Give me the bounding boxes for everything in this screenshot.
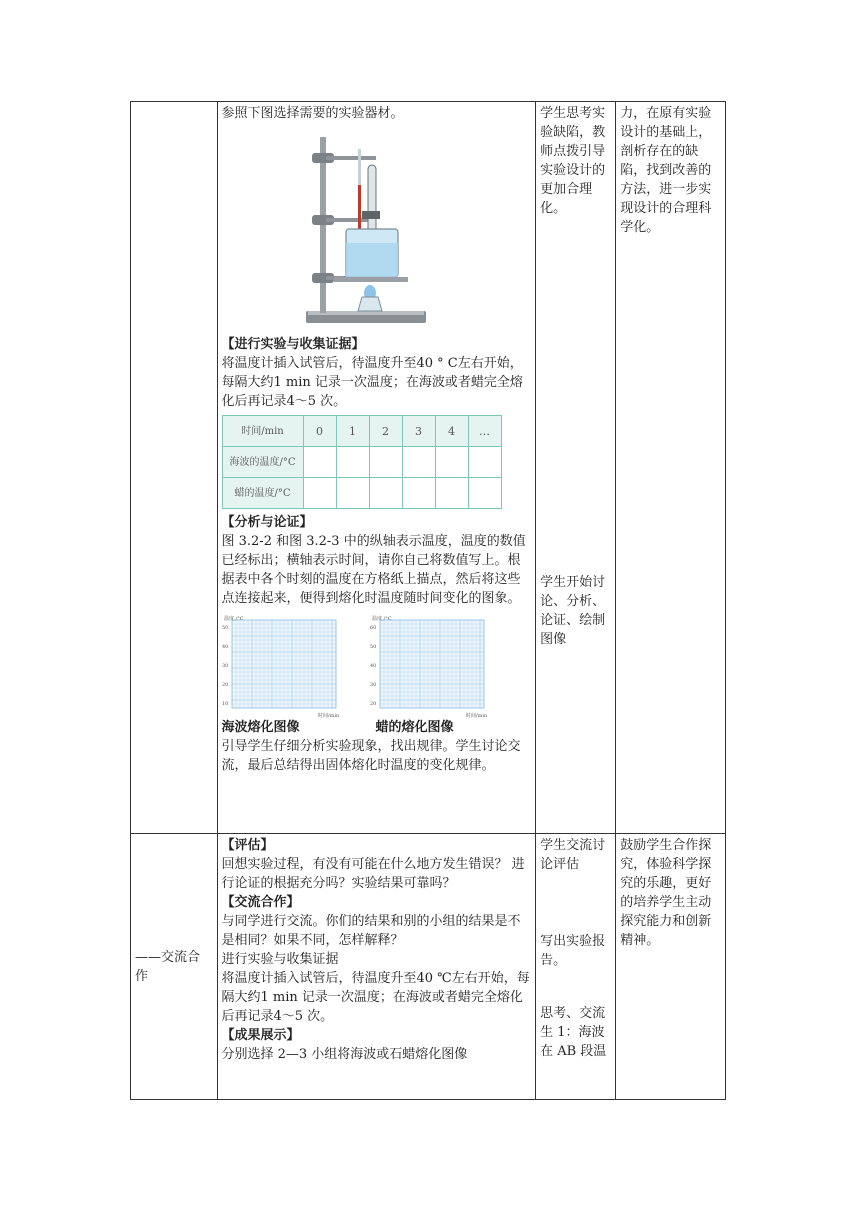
graph-tick: 30 bbox=[369, 682, 376, 688]
stage-cell bbox=[131, 102, 218, 834]
graph-ylabel: 温度 /°C bbox=[371, 616, 392, 622]
table-row bbox=[131, 834, 726, 1100]
table-row bbox=[222, 478, 501, 509]
evaluation-heading: 【评估】 bbox=[221, 838, 274, 853]
stage-cell bbox=[131, 834, 218, 1100]
spacer bbox=[540, 218, 611, 573]
student-activity-b: 学生开始讨论、分析、论证、绘制图像 bbox=[540, 575, 606, 647]
analysis-text: 图 3.2-2 和图 3.2-3 中的纵轴表示温度，温度的数值已经标出；横轴表示时间，请你自己将数值写上。根据表中各个时刻的温度在方格纸上描点，然后将这些点连接起来，便得到熔化时温度随时间变化的图象。 bbox=[221, 534, 526, 606]
temperature-record-table bbox=[222, 415, 502, 509]
graph-captions bbox=[222, 718, 472, 737]
apparatus-illustration bbox=[300, 125, 440, 335]
graph-paper-pair bbox=[222, 614, 532, 718]
graph-tick: 50 bbox=[221, 625, 228, 631]
wax-graph-paper bbox=[370, 614, 490, 718]
hypo-graph-paper bbox=[222, 614, 342, 718]
result-heading: 【成果展示】 bbox=[221, 1028, 300, 1043]
spacer bbox=[540, 970, 611, 1004]
graph-xlabel: 时间/min bbox=[465, 713, 487, 718]
empty-cell bbox=[468, 478, 501, 509]
stage-label: ——交流合作 bbox=[135, 949, 201, 984]
graph-tick: 10 bbox=[221, 701, 228, 707]
design-intent-cell bbox=[616, 834, 726, 1100]
design-intent-text: 力，在原有实验设计的基础上，剖析存在的缺陷，找到改善的方法，进一步实现设计的合理科学化。 bbox=[620, 106, 712, 235]
empty-cell bbox=[402, 447, 435, 478]
table-row bbox=[222, 447, 501, 478]
graph-xlabel: 时间/min bbox=[317, 713, 339, 718]
guide-text: 引导学生仔细分析实验现象，找出规律。学生讨论交流，最后总结得出固体熔化时温度的变化规律。 bbox=[221, 739, 521, 773]
table-row bbox=[131, 102, 726, 834]
spacer bbox=[540, 874, 611, 932]
evaluation-text: 回想实验过程，有没有可能在什么地方发生错误？ 进行论证的根据充分吗？实验结果可靠吗？ bbox=[221, 857, 525, 891]
hypo-temp-label: 海波的温度/°C bbox=[222, 447, 303, 478]
graph-tick: 30 bbox=[221, 663, 228, 669]
intro-text: 参照下图选择需要的实验器材。 bbox=[221, 106, 404, 121]
graph-tick: 50 bbox=[369, 644, 376, 650]
student-activity-a: 学生思考实验缺陷，教师点拨引导实验设计的更加合理化。 bbox=[540, 106, 606, 216]
empty-cell bbox=[435, 447, 468, 478]
empty-cell bbox=[435, 478, 468, 509]
empty-cell bbox=[369, 447, 402, 478]
empty-cell bbox=[336, 447, 369, 478]
time-cell: 0 bbox=[303, 416, 336, 447]
student-activity-c: 思考、交流生 1：海波在 AB 段温 bbox=[540, 1006, 607, 1059]
wax-graph-caption: 蜡的熔化图像 bbox=[375, 720, 454, 735]
time-cell: 1 bbox=[336, 416, 369, 447]
exchange-detail: 将温度计插入试管后，待温度升至40 ℃左右开始，每隔大约1 min 记录一次温度；在海波或者蜡完全熔化后再记录4～5 次。 bbox=[221, 971, 530, 1024]
student-activity-cell bbox=[536, 102, 616, 834]
empty-cell bbox=[336, 478, 369, 509]
exchange-text: 与同学进行交流。你们的结果和别的小组的结果是不是相同？如果不同，怎样解释？ bbox=[221, 914, 521, 948]
activity-cell bbox=[217, 102, 536, 834]
graph-tick: 20 bbox=[369, 701, 376, 707]
empty-cell bbox=[402, 478, 435, 509]
exchange-heading: 【交流合作】 bbox=[221, 895, 300, 910]
time-header: 时间/min bbox=[222, 416, 303, 447]
hypo-graph-caption: 海波熔化图像 bbox=[221, 720, 300, 735]
exchange-subtitle: 进行实验与收集证据 bbox=[221, 952, 339, 967]
graph-tick: 20 bbox=[221, 682, 228, 688]
activity-cell bbox=[217, 834, 536, 1100]
time-cell: 2 bbox=[369, 416, 402, 447]
analysis-heading: 【分析与论证】 bbox=[221, 515, 313, 530]
table-row bbox=[222, 416, 501, 447]
graph-tick: 40 bbox=[221, 644, 228, 650]
lesson-plan-table bbox=[130, 101, 726, 1100]
empty-cell bbox=[369, 478, 402, 509]
design-intent-cell bbox=[616, 102, 726, 834]
student-activity-cell bbox=[536, 834, 616, 1100]
student-activity-a: 学生交流讨论评估 bbox=[540, 838, 606, 872]
empty-cell bbox=[468, 447, 501, 478]
time-cell: 3 bbox=[402, 416, 435, 447]
result-text: 分别选择 2—3 小组将海波或石蜡熔化图像 bbox=[221, 1047, 468, 1062]
design-intent-text: 鼓励学生合作探究，体验科学探究的乐趣，更好的培养学生主动探究能力和创新精神。 bbox=[620, 838, 712, 948]
student-activity-b: 写出实验报告。 bbox=[540, 934, 606, 968]
graph-ylabel: 温度 /°C bbox=[223, 616, 244, 622]
experiment-heading: 【进行实验与收集证据】 bbox=[221, 337, 365, 352]
graph-tick: 60 bbox=[369, 625, 376, 631]
experiment-text: 将温度计插入试管后，待温度升至40 ° C左右开始，每隔大约1 min 记录一次温度；在海波或者蜡完全熔化后再记录4～5 次。 bbox=[221, 356, 523, 409]
graph-tick: 40 bbox=[369, 663, 376, 669]
time-cell: … bbox=[468, 416, 501, 447]
time-cell: 4 bbox=[435, 416, 468, 447]
wax-temp-label: 蜡的温度/°C bbox=[222, 478, 303, 509]
empty-cell bbox=[303, 478, 336, 509]
empty-cell bbox=[303, 447, 336, 478]
